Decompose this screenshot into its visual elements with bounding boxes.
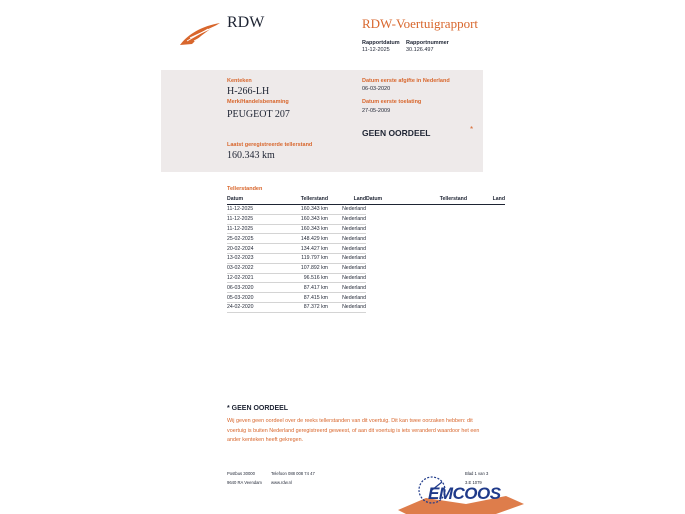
cell-date: 03-02-2022: [227, 263, 272, 273]
table-row: [227, 214, 366, 224]
cell-country: Nederland: [328, 293, 366, 303]
plate-label: Kenteken: [227, 78, 252, 84]
cell-km: 87.372 km: [272, 302, 328, 312]
document-title: RDW-Voertuigrapport: [362, 16, 479, 31]
column-header-date: Datum: [366, 195, 411, 205]
footer-code: 3.E 1079: [465, 480, 482, 485]
cell-country: Nederland: [328, 263, 366, 273]
cell-km: 87.415 km: [272, 293, 328, 303]
cell-date: 11-12-2025: [227, 214, 272, 224]
column-header-country: Land: [467, 195, 505, 205]
make-label: Merk/Handelsbenaming: [227, 99, 289, 105]
report-date: 11-12-2025: [362, 47, 390, 53]
table-row: [227, 302, 366, 312]
cell-country: Nederland: [328, 214, 366, 224]
first-nl-label: Datum eerste afgifte in Nederland: [362, 78, 450, 84]
cell-country: Nederland: [328, 224, 366, 234]
table-row: [227, 283, 366, 293]
readings-title: Tellerstanden: [227, 186, 263, 192]
report-number: 30.126.497: [406, 47, 434, 53]
vehicle-panel: [161, 70, 483, 172]
cell-km: 87.417 km: [272, 283, 328, 293]
cell-country: Nederland: [328, 234, 366, 244]
verdict-text: GEEN OORDEEL: [362, 128, 431, 138]
table-header-row: [366, 195, 505, 205]
report-date-label: Rapportdatum: [362, 40, 400, 46]
brand-name: RDW: [227, 14, 265, 31]
cell-date: 24-02-2020: [227, 302, 272, 312]
cell-date: 25-02-2025: [227, 234, 272, 244]
cell-date: 06-03-2020: [227, 283, 272, 293]
note-title: * GEEN OORDEEL: [227, 405, 289, 412]
column-header-km: Tellerstand: [411, 195, 467, 205]
cell-country: Nederland: [328, 302, 366, 312]
cell-date: 05-03-2020: [227, 293, 272, 303]
cell-date: 20-02-2024: [227, 244, 272, 254]
cell-date: 11-12-2025: [227, 205, 272, 215]
cell-country: Nederland: [328, 253, 366, 263]
footer-phone: Telefoon 088 008 74 47: [271, 471, 315, 476]
report-number-label: Rapportnummer: [406, 40, 449, 46]
column-header-date: Datum: [227, 195, 272, 205]
column-header-country: Land: [328, 195, 366, 205]
first-admission-label: Datum eerste toelating: [362, 99, 422, 105]
table-row: [227, 253, 366, 263]
table-header-row: [227, 195, 366, 205]
footer-website: www.rdw.nl: [271, 480, 292, 485]
cell-km: 160.343 km: [272, 214, 328, 224]
readings-table-left: [227, 195, 366, 313]
cell-date: 11-12-2025: [227, 224, 272, 234]
rdw-logo-icon: [178, 20, 222, 46]
table-row: [227, 263, 366, 273]
cell-km: 160.343 km: [272, 205, 328, 215]
cell-date: 12-02-2021: [227, 273, 272, 283]
cell-km: 134.427 km: [272, 244, 328, 254]
plate-value: H-266-LH: [227, 86, 270, 97]
table-row: [227, 234, 366, 244]
verdict-star: *: [470, 125, 474, 134]
cell-km: 160.343 km: [272, 224, 328, 234]
cell-km: 107.892 km: [272, 263, 328, 273]
odometer-value: 160.343 km: [227, 150, 275, 161]
cell-country: Nederland: [328, 273, 366, 283]
footer-postbus: Postbus 30000: [227, 471, 255, 476]
table-row: [227, 273, 366, 283]
first-nl-value: 06-03-2020: [362, 86, 391, 92]
footer-page: Blad 1 van 3: [465, 471, 489, 476]
cell-km: 119.797 km: [272, 253, 328, 263]
note-body: Wij geven geen oordeel over de reeks tellerstanden van dit voertuig. Dit kan twee oorzaken hebben: dit voertuig is buiten Nederland geregistreerd geweest, of aan dit voertuig is iets veranderd waardoor het een ander kenteken heeft gekregen.: [227, 418, 480, 443]
emcoos-text: EMCOOS: [428, 484, 501, 503]
first-admission-value: 27-05-2009: [362, 108, 391, 114]
make-value: PEUGEOT 207: [227, 109, 290, 120]
cell-km: 96.516 km: [272, 273, 328, 283]
readings-table-right: [366, 195, 505, 205]
cell-km: 148.429 km: [272, 234, 328, 244]
table-row: [227, 293, 366, 303]
table-row: [227, 205, 366, 215]
column-header-km: Tellerstand: [272, 195, 328, 205]
table-row: [227, 224, 366, 234]
footer-address: 9640 RA Veendam: [227, 480, 262, 485]
cell-country: Nederland: [328, 244, 366, 254]
cell-country: Nederland: [328, 283, 366, 293]
cell-date: 13-02-2023: [227, 253, 272, 263]
table-row: [227, 244, 366, 254]
odometer-label: Laatst geregistreerde tellerstand: [227, 142, 313, 148]
cell-country: Nederland: [328, 205, 366, 215]
